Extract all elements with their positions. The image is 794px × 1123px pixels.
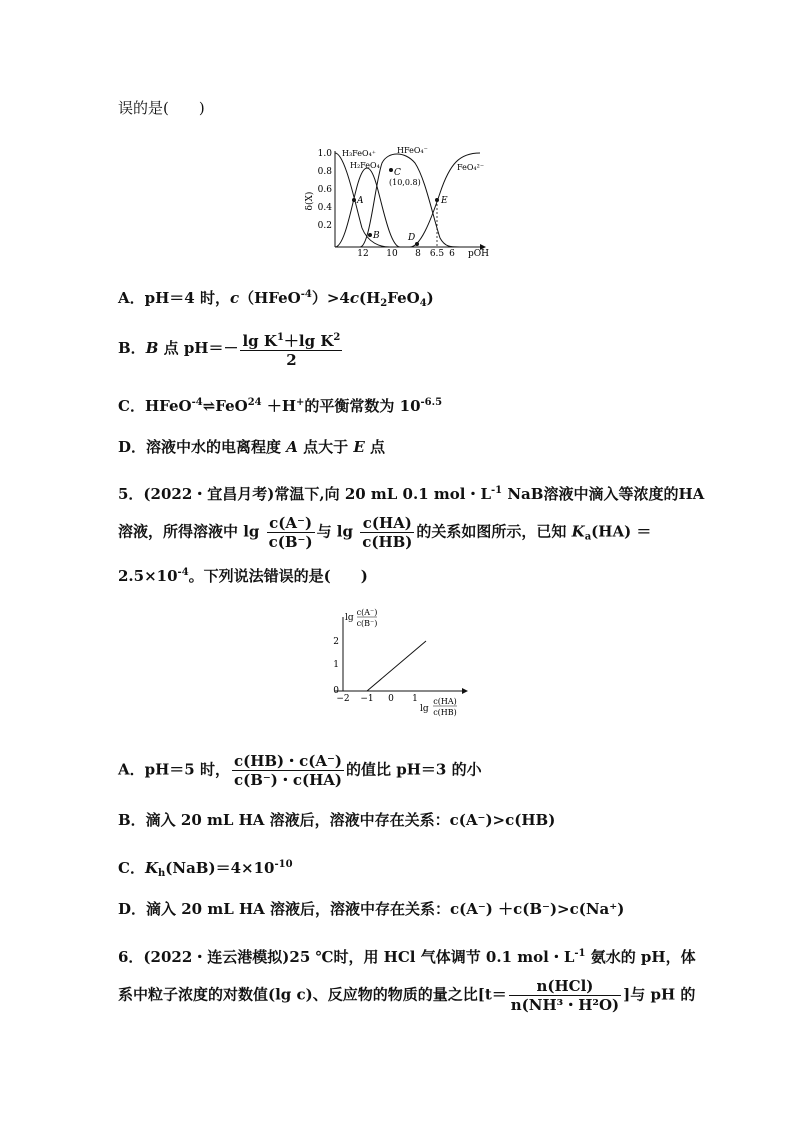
point-marker <box>415 242 419 246</box>
x-tick: 6 <box>449 249 455 258</box>
x-tick: −1 <box>360 694 374 704</box>
point-label: E <box>441 196 448 206</box>
q4-option-d: D．溶液中水的电离程度 A 点大于 E 点 <box>118 438 385 456</box>
point-marker <box>368 233 372 237</box>
x-axis-label: pOH <box>468 249 489 258</box>
x-tick: 6.5 <box>429 249 445 258</box>
point-label: A <box>357 196 364 206</box>
y-tick: 0.4 <box>317 203 332 213</box>
fraction: $\frac{\lg K^1+\lg K^2}{2}$ <box>240 329 342 369</box>
y-axis-label-lg: lg <box>345 613 354 623</box>
fraction: $\frac{\text{n(HCl)}}{\text{n(NH³・H²O)}}$ <box>510 977 620 1014</box>
x-tick: 8 <box>415 249 421 258</box>
fraction: $\frac{c(HB)・c(A^-)}{c(B^-)・c(HA)}$ <box>233 752 343 789</box>
fraction: $\frac{c(HA)}{c(HB)}$ <box>362 514 413 551</box>
point-coordinate: (10,0.8) <box>389 178 421 187</box>
q6-stem-line1: 6．(2022・连云港模拟)25 ℃时，用 HCl 气体调节 0.1 mol・$L^{-1}$ 氨水的 pH，体 <box>118 948 696 966</box>
x-axis-arrow <box>462 688 468 694</box>
question-4-tail: 误的是( ) <box>118 99 205 117</box>
point-label: B <box>373 231 380 241</box>
q4-option-c: C．HFeO$^{-4}$⇌FeO$^{24}$ ＋H+的平衡常数为 $10^{-6.5}$ <box>118 397 443 415</box>
linear-relation-chart <box>330 605 480 720</box>
y-tick: 1 <box>333 660 339 670</box>
series-label: H₂FeO₄ <box>350 161 380 170</box>
y-tick: 2 <box>333 637 339 647</box>
q5-option-d: D．滴入 20 mL HA 溶液后，溶液中存在关系：c(A⁻) ＋c(B⁻)>c(Na⁺) <box>118 900 625 918</box>
series-label: H₃FeO₄⁺ <box>342 149 377 158</box>
series-label: HFeO₄⁻ <box>397 146 428 155</box>
x-axis-label-den: c(HB) <box>433 708 457 717</box>
q6-stem-line2: 系中粒子浓度的对数值(lg c)、反应物的物质的量之比[t＝ $\frac{\text{n(HCl)}}{\text{n(NH³・H²O)}}$ ]与 pH 的 <box>118 977 696 1014</box>
y-tick: 0.2 <box>317 221 332 231</box>
y-tick: 0.6 <box>317 185 332 195</box>
x-tick: 10 <box>386 249 398 258</box>
q5-stem-line1: 5．(2022・宜昌月考)常温下,向 20 mL 0.1 mol・$L^{-1}$ NaB溶液中滴入等浓度的HA <box>118 485 705 503</box>
x-tick: 0 <box>388 694 394 704</box>
point-label: D <box>408 233 416 243</box>
y-axis-label: δ(X) <box>305 191 315 211</box>
y-tick: 0.8 <box>317 167 332 177</box>
x-tick: 12 <box>357 249 369 258</box>
data-line <box>367 641 426 691</box>
series-label: FeO₄²⁻ <box>457 163 485 172</box>
x-axis-label-lg: lg <box>420 704 429 714</box>
point-label: C <box>394 168 401 178</box>
distribution-chart <box>300 143 500 258</box>
q5-option-b: B．滴入 20 mL HA 溶液后，溶液中存在关系：c(A⁻)>c(HB) <box>118 811 556 829</box>
x-axis-label-num: c(HA) <box>433 697 457 706</box>
x-tick: 1 <box>412 694 418 704</box>
x-tick: −2 <box>336 694 350 704</box>
q4-option-b: B．B 点 pH＝－ $\frac{\lg K^1+\lg K^2}{2}$ <box>118 329 344 369</box>
fraction: $\frac{c(A^-)}{c(B^-)}$ <box>268 514 313 551</box>
point-marker <box>352 198 356 202</box>
y-tick: 1.0 <box>317 149 332 159</box>
y-axis-label-den: c(B⁻) <box>356 619 378 628</box>
y-tick: 0 <box>333 686 339 696</box>
q5-stem-line3: $2.5\times 10^{-4}$。下列说法错误的是( ) <box>118 567 368 585</box>
q5-option-c: C．$K_h(NaB)=4\times 10^{-10}$ <box>118 859 293 879</box>
q4-option-a: A．pH＝4 时，$c(HFeO^{-4})>4c(H_2FeO_4)$ <box>118 289 434 309</box>
y-axis-label-num: c(A⁻) <box>356 608 378 617</box>
q5-stem-line2: 溶液，所得溶液中 lg $\frac{c(A^-)}{c(B^-)}$ 与 lg $\frac{c(HA)}{c(HB)}$ 的关系如图所示，已知 $K_a(HA)$ ＝ <box>118 514 652 551</box>
point-marker <box>389 168 393 172</box>
q5-option-a: A．pH＝5 时， $\frac{c(HB)・c(A^-)}{c(B^-)・c(HA)}$ 的值比 pH＝3 的小 <box>118 752 482 789</box>
